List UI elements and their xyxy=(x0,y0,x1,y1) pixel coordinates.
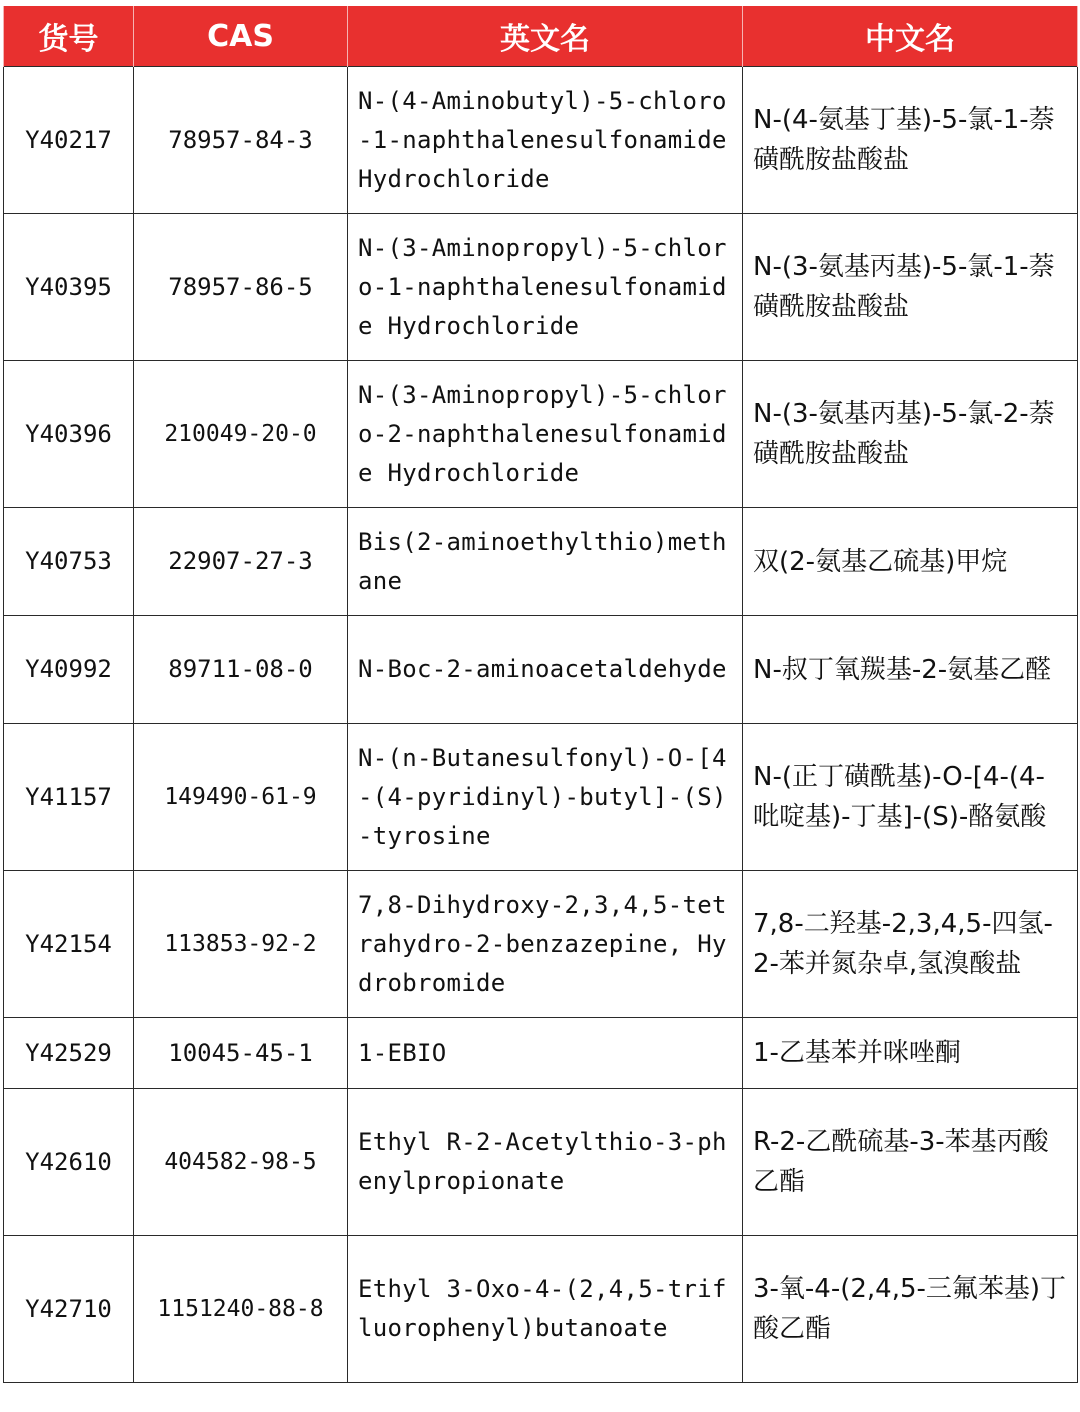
header-chinese-name: 中文名 xyxy=(743,6,1078,67)
table-row xyxy=(4,508,1078,616)
english-name-cell: N-(n-Butanesulfonyl)-O-[4-(4-pyridinyl)-butyl]-(S)-tyrosine xyxy=(348,724,743,871)
product-id-cell: Y41157 xyxy=(4,724,134,871)
english-name-cell: N-(4-Aminobutyl)-5-chloro-1-naphthalenesulfonamide Hydrochloride xyxy=(348,67,743,214)
cas-cell: 210049-20-0 xyxy=(134,361,348,508)
product-id-cell: Y42529 xyxy=(4,1018,134,1089)
product-id-cell: Y40395 xyxy=(4,214,134,361)
table-row xyxy=(4,361,1078,508)
product-id-cell: Y42154 xyxy=(4,871,134,1018)
product-table xyxy=(3,6,1078,1383)
chinese-name-cell: R-2-乙酰硫基-3-苯基丙酸乙酯 xyxy=(743,1089,1078,1236)
english-name-cell: 1-EBIO xyxy=(348,1018,743,1089)
product-id-cell: Y40992 xyxy=(4,616,134,724)
english-name-cell: N-(3-Aminopropyl)-5-chloro-2-naphthalenesulfonamide Hydrochloride xyxy=(348,361,743,508)
cas-cell: 78957-86-5 xyxy=(134,214,348,361)
english-name-cell: Ethyl R-2-Acetylthio-3-phenylpropionate xyxy=(348,1089,743,1236)
chinese-name-cell: N-叔丁氧羰基-2-氨基乙醛 xyxy=(743,616,1078,724)
english-name-cell: Ethyl 3-Oxo-4-(2,4,5-trifluorophenyl)butanoate xyxy=(348,1236,743,1383)
table-row xyxy=(4,67,1078,214)
chinese-name-cell: 双(2-氨基乙硫基)甲烷 xyxy=(743,508,1078,616)
product-id-cell: Y42710 xyxy=(4,1236,134,1383)
table-row xyxy=(4,871,1078,1018)
table-row xyxy=(4,1236,1078,1383)
product-id-cell: Y40753 xyxy=(4,508,134,616)
table-header xyxy=(4,6,1078,67)
chinese-name-cell: 3-氧-4-(2,4,5-三氟苯基)丁酸乙酯 xyxy=(743,1236,1078,1383)
header-english-name: 英文名 xyxy=(348,6,743,67)
chinese-name-cell: N-(3-氨基丙基)-5-氯-2-萘磺酰胺盐酸盐 xyxy=(743,361,1078,508)
header-cas: CAS xyxy=(134,6,348,67)
cas-cell: 113853-92-2 xyxy=(134,871,348,1018)
table-row xyxy=(4,616,1078,724)
cas-cell: 78957-84-3 xyxy=(134,67,348,214)
cas-cell: 89711-08-0 xyxy=(134,616,348,724)
header-row xyxy=(4,6,1078,67)
cas-cell: 1151240-88-8 xyxy=(134,1236,348,1383)
header-product-id: 货号 xyxy=(4,6,134,67)
table-body xyxy=(4,67,1078,1383)
chinese-name-cell: N-(4-氨基丁基)-5-氯-1-萘磺酰胺盐酸盐 xyxy=(743,67,1078,214)
english-name-cell: Bis(2-aminoethylthio)methane xyxy=(348,508,743,616)
english-name-cell: N-Boc-2-aminoacetaldehyde xyxy=(348,616,743,724)
table-row xyxy=(4,724,1078,871)
cas-cell: 149490-61-9 xyxy=(134,724,348,871)
chinese-name-cell: 1-乙基苯并咪唑酮 xyxy=(743,1018,1078,1089)
cas-cell: 22907-27-3 xyxy=(134,508,348,616)
table-row xyxy=(4,214,1078,361)
chinese-name-cell: 7,8-二羟基-2,3,4,5-四氢-2-苯并氮杂卓,氢溴酸盐 xyxy=(743,871,1078,1018)
english-name-cell: N-(3-Aminopropyl)-5-chloro-1-naphthalenesulfonamide Hydrochloride xyxy=(348,214,743,361)
chinese-name-cell: N-(3-氨基丙基)-5-氯-1-萘磺酰胺盐酸盐 xyxy=(743,214,1078,361)
cas-cell: 404582-98-5 xyxy=(134,1089,348,1236)
product-id-cell: Y42610 xyxy=(4,1089,134,1236)
table-row xyxy=(4,1089,1078,1236)
product-id-cell: Y40396 xyxy=(4,361,134,508)
table-row xyxy=(4,1018,1078,1089)
product-id-cell: Y40217 xyxy=(4,67,134,214)
cas-cell: 10045-45-1 xyxy=(134,1018,348,1089)
chinese-name-cell: N-(正丁磺酰基)-O-[4-(4-吡啶基)-丁基]-(S)-酪氨酸 xyxy=(743,724,1078,871)
english-name-cell: 7,8-Dihydroxy-2,3,4,5-tetrahydro-2-benzazepine, Hydrobromide xyxy=(348,871,743,1018)
